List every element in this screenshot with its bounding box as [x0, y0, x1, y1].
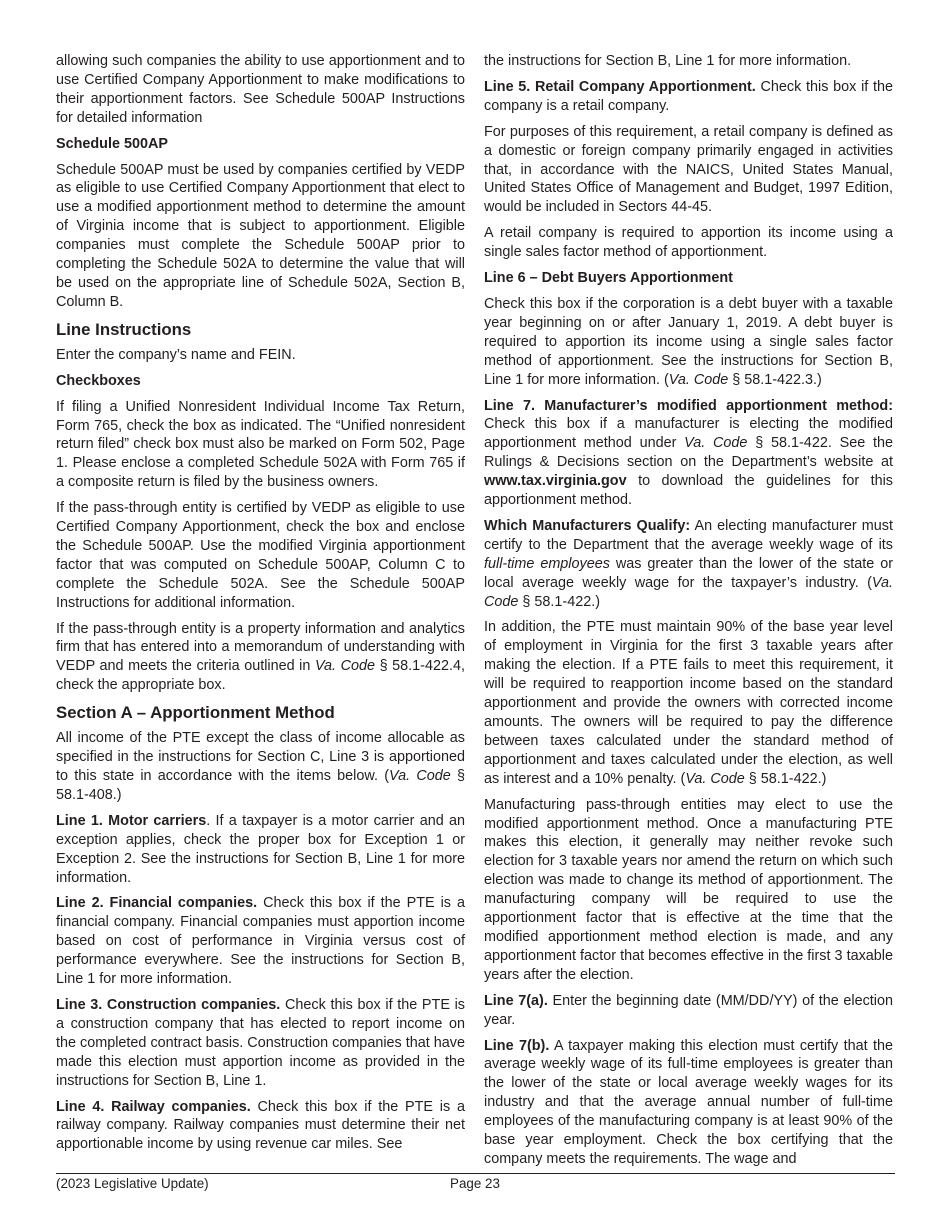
text-run: § 58.1-422.): [518, 593, 601, 610]
line-3-paragraph: [56, 996, 465, 1091]
footer-edition: (2023 Legislative Update): [56, 1176, 209, 1191]
text-run: All income of the PTE except the class of income allocable as specified in the instructions for Section C, Line 3 is apportioned to this state in accordance with the items below. (: [56, 730, 465, 784]
text-run: § 58.1-422.): [744, 770, 827, 787]
line-3-label: Line 3. Construction companies.: [56, 996, 281, 1013]
text-run: § 58.1-408.): [56, 768, 465, 803]
line-2-text: Check this box if the PTE is a financial company. Financial companies must apportion income based on cost of performance in Virginia versus cost of performance everywhere. See the instructions for Section B, Line 1 for more information.: [56, 895, 465, 988]
line-6-paragraph: [484, 295, 893, 390]
text-run: § 58.1-422.3.): [728, 371, 822, 388]
code-citation: Va. Code: [668, 371, 729, 388]
code-citation: Va. Code: [484, 574, 893, 610]
line-7b-label: Line 7(b).: [484, 1037, 550, 1054]
line-1-text: . If a taxpayer is a motor carrier and an exception applies, check the proper box for Exception 1 or Exception 2. See the instructions for Section B, Line 1 for more information.: [56, 812, 465, 886]
footer-divider: [56, 1173, 895, 1174]
line-instructions-paragraph: Enter the company’s name and FEIN.: [56, 346, 296, 363]
line-7b-text: A taxpayer making this election must certify that the average weekly wage of its full-time employees is greater than the lower of the state or local average weekly wages for its industry and that the average annual number of full-time employees of the manufacturing company is at least 90% of the base year employment. Check the box certifying that the company meets the requirements. The wage and: [484, 1037, 893, 1167]
text-run: Check this box if the corporation is a debt buyer with a taxable year beginning on or after January 1, 2019. A debt buyer is required to apportion its income using a single sales factor method of apportionment. See the instructions for Section B, Line 1 for more information. (: [484, 295, 893, 388]
text-run: to download the guidelines for this apportionment method.: [484, 473, 893, 509]
qualify-paragraph: [484, 517, 893, 612]
section-a-paragraph: [56, 729, 465, 805]
page-number: Page 23: [450, 1176, 500, 1191]
line-5-text: Check this box if the company is a retail company.: [484, 78, 894, 114]
line-7b-paragraph: [484, 1037, 893, 1169]
line-1-paragraph: [56, 812, 465, 888]
text-run: § 58.1-422. See the Rulings & Decisions section on the Department’s website at: [484, 435, 894, 471]
addition-paragraph: [484, 618, 893, 788]
checkboxes-heading: Checkboxes: [56, 372, 141, 389]
right-column: [484, 52, 893, 1176]
text-run: In addition, the PTE must maintain 90% of the base year level of employment in Virginia for the first 3 taxable years after making the election. If a PTE fails to meet this requirement, it will be required to reapportion income based on the standard apportionment and provide the owners with corrected income amounts. The owners will be required to pay the difference between taxes calculated under the standard method of apportionment and taxes calculated under the election, as well as interest and a 10% penalty. (: [484, 619, 893, 787]
line-4-text: Check this box if the PTE is a railway company. Railway companies must determine their net apportionable income by using revenue car miles. See: [56, 1098, 465, 1153]
checkboxes-paragraph-2: If the pass-through entity is certified by VEDP as eligible to use Certified Company Apportionment, check the box and enclose the Schedule 500AP. Use the modified Virginia apportionment factor that was computed on Schedule 500AP, Column C to complete the Schedule 502A. See the Schedule 500AP Instructions for additional information.: [56, 500, 465, 611]
qualify-label: Which Manufacturers Qualify:: [484, 517, 691, 534]
line-instructions-heading: Line Instructions: [56, 319, 192, 339]
line-4-label: Line 4. Railway companies.: [56, 1098, 251, 1115]
emphasis-text: full-time employees: [484, 555, 610, 572]
text-run: If the pass-through entity is a property information and analytics firm that has entered into a memorandum of understanding with VEDP and meets the criteria outlined in: [56, 620, 465, 675]
checkboxes-paragraph-1: If filing a Unified Nonresident Individual Income Tax Return, Form 765, check the box as indicated. The “Unified nonresident return filed” check box must also be marked on Form 502, Page 1. Please enclose a completed Schedule 502A with Form 765 if a composite return is filed by the business owners.: [56, 398, 465, 491]
continued-paragraph: the instructions for Section B, Line 1 for more information.: [484, 53, 852, 69]
text-run: § 58.1-422.4, check the appropriate box.: [56, 658, 465, 694]
text-run: An electing manufacturer must certify to the Department that the average weekly wage of its: [484, 517, 893, 553]
text-run: Check this box if a manufacturer is electing the modified apportionment method under: [484, 416, 893, 452]
code-citation: Va. Code: [389, 768, 451, 784]
manufacturing-paragraph: Manufacturing pass-through entities may elect to use the modified apportionment method. Once a manufacturing PTE makes this election, it generally may neither revoke such election for 3 taxable years nor amend the return on which such election was made to change its method of apportionment. The manufacturing company will be required to use the apportionment factor that is effective at the time that the modified apportionment method election is made, and any apportionment factor that becomes effective in the first 3 taxable years after the election.: [484, 796, 893, 983]
line-7a-paragraph: [484, 992, 893, 1030]
intro-paragraph: allowing such companies the ability to use apportionment and to use Certified Company Apportionment to make modifications to their apportionment factors. See Schedule 500AP Instructions for detailed information: [56, 53, 465, 126]
line-5-label: Line 5. Retail Company Apportionment.: [484, 78, 756, 95]
line-7-paragraph: [484, 397, 893, 510]
line-2-paragraph: [56, 894, 465, 989]
code-citation: Va. Code: [314, 658, 376, 675]
line-4-paragraph: [56, 1098, 465, 1155]
section-a-heading: Section A – Apportionment Method: [56, 703, 335, 723]
code-citation: Va. Code: [684, 435, 748, 452]
line-2-label: Line 2. Financial companies.: [56, 895, 258, 912]
line-6-heading: Line 6 – Debt Buyers Apportionment: [484, 270, 733, 287]
line-7-label: Line 7. Manufacturer’s modified apportionment method:: [484, 397, 893, 414]
line-5-paragraph: [484, 78, 893, 116]
left-column: [56, 52, 465, 1161]
line-3-text: Check this box if the PTE is a construction company that has elected to report income on the completed contract basis. Construction companies that have made this election must apportion income as provided in the instructions for Section B, Line 1.: [56, 996, 465, 1089]
line-1-label: Line 1. Motor carriers: [56, 812, 207, 829]
line-7a-label: Line 7(a).: [484, 992, 548, 1009]
retail-requirement-paragraph: A retail company is required to apportion its income using a single sales factor method of apportionment.: [484, 225, 893, 261]
code-citation: Va. Code: [685, 770, 745, 787]
schedule-500ap-paragraph: Schedule 500AP must be used by companies certified by VEDP as eligible to use Certified Company Apportionment that elect to use a modified apportionment method to determine the amount of Virginia income that is subject to apportionment. Eligible companies must complete the Schedule 500AP prior to completing the Schedule 502A to determine the value that will be used on the appropriate line of Schedule 502A, Section B, Column B.: [56, 161, 465, 310]
retail-definition-paragraph: For purposes of this requirement, a retail company is defined as a domestic or foreign company primarily engaged in activities that, in accordance with the NAICS, United States Manual, United States Office of Management and Budget, 1997 Edition, would be included in Sectors 44-45.: [484, 123, 893, 216]
line-7a-text: Enter the beginning date (MM/DD/YY) of the election year.: [484, 992, 893, 1028]
checkboxes-paragraph-3: [56, 620, 465, 696]
schedule-500ap-heading: Schedule 500AP: [56, 135, 168, 152]
tax-website-link[interactable]: www.tax.virginia.gov: [484, 473, 627, 490]
text-run: was greater than the lower of the state or local average weekly wage for the taxpayer’s industry. (: [484, 555, 894, 591]
